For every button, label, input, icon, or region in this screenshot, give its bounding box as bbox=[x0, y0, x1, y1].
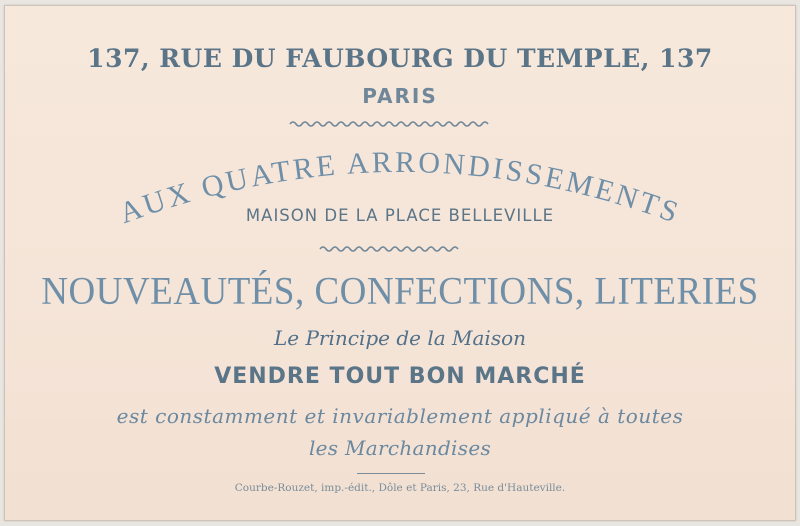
principle-line: Le Principe de la Maison bbox=[273, 326, 527, 350]
subtitle-line: MAISON DE LA PLACE BELLEVILLE bbox=[245, 206, 555, 225]
wavy-divider-middle bbox=[5, 244, 795, 254]
body-line-1: est constamment et invariablement appliqué à toutes bbox=[116, 404, 684, 428]
store-name-arc bbox=[5, 126, 795, 256]
store-name-text: AUX QUATRE ARRONDISSEMENTS bbox=[115, 145, 685, 231]
address-line: 137, RUE DU FAUBOURG DU TEMPLE, 137 bbox=[87, 44, 713, 73]
printer-credit: Courbe-Rouzet, imp.-édit., Dôle et Paris, 23, Rue d'Hauteville. bbox=[234, 482, 566, 494]
city-line: PARIS bbox=[362, 84, 438, 108]
slogan-line: VENDRE TOUT BON MARCHÉ bbox=[214, 364, 586, 389]
body-line-2: les Marchandises bbox=[308, 436, 492, 460]
small-rule bbox=[357, 473, 425, 474]
trade-card bbox=[4, 5, 796, 521]
goods-line: NOUVEAUTÉS, CONFECTIONS, LITERIES bbox=[41, 269, 759, 314]
